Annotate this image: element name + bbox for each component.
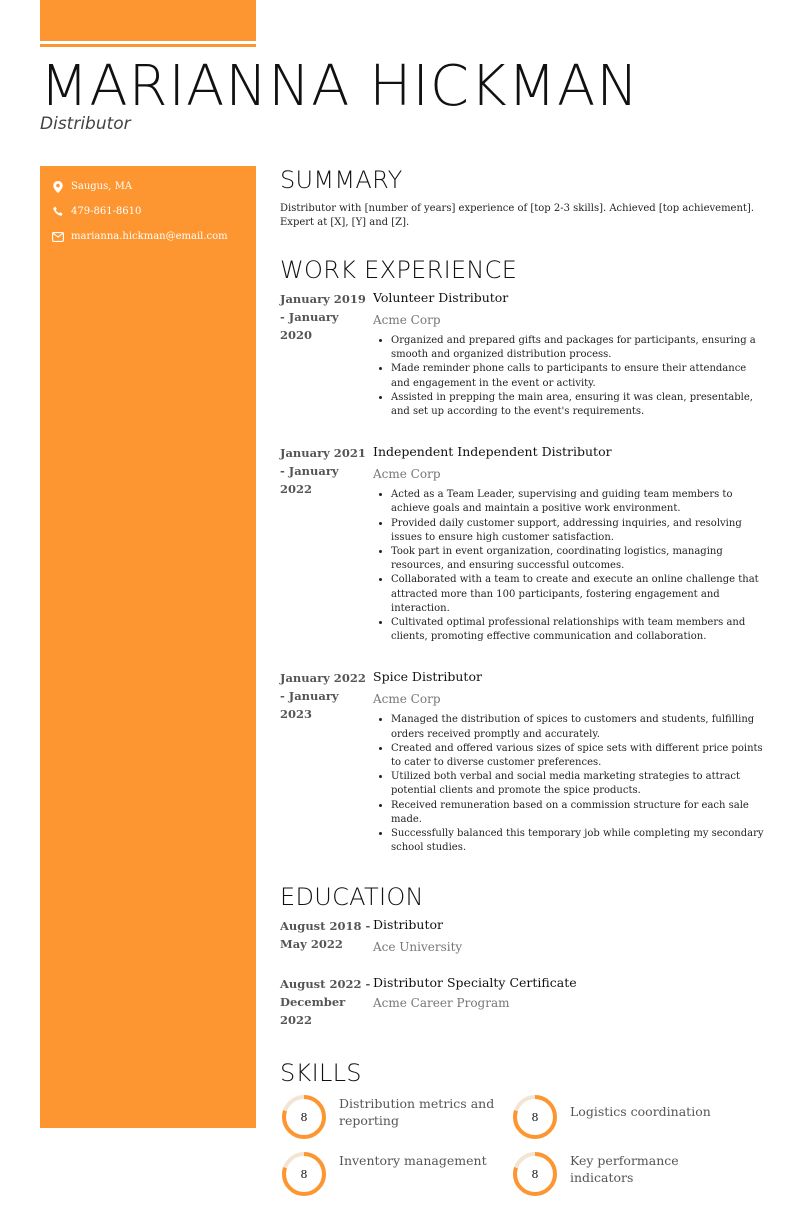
entry-org: Acme Corp — [373, 692, 441, 707]
skill-rating-ring — [511, 1150, 559, 1198]
skills-grid — [280, 1093, 766, 1207]
entry-bullets — [373, 488, 766, 644]
entry-date: January 2021 - January 2022 — [280, 446, 366, 497]
entry-bullets — [373, 713, 766, 855]
skill-score: 8 — [531, 1167, 539, 1181]
summary-heading: SUMMARY — [280, 166, 403, 194]
skill-item — [280, 1150, 511, 1207]
bullet-item: • Utilized both verbal and social media marketing strategies to attract potential clients and promote the spice products. — [391, 770, 766, 798]
experience-heading: WORK EXPERIENCE — [280, 256, 518, 284]
candidate-title: Distributor — [40, 114, 131, 134]
phone-icon — [52, 206, 64, 218]
skill-label: Key performance indicators — [570, 1153, 679, 1186]
skill-rating-ring — [280, 1093, 328, 1141]
email-icon — [52, 231, 64, 243]
contact-location-text: Saugus, MA — [71, 181, 133, 192]
sidebar — [40, 166, 256, 1128]
skills-heading: SKILLS — [280, 1059, 362, 1088]
skill-item — [511, 1150, 742, 1207]
skill-label: Distribution metrics and reporting — [339, 1096, 495, 1129]
bullet-item: • Assisted in prepping the main area, ensuring it was clean, presentable, and set up according to the event's requirements. — [391, 391, 766, 419]
contact-list — [52, 178, 228, 253]
entry-role: Independent Independent Distributor — [373, 444, 612, 460]
skill-score: 8 — [300, 1167, 308, 1181]
entry-degree: Distributor — [373, 917, 444, 933]
bullet-item: • Took part in event organization, coordinating logistics, managing resources, and ensuring successful outcomes. — [391, 545, 766, 573]
skill-rating-ring — [511, 1093, 559, 1141]
education-section — [280, 883, 766, 1029]
experience-entry — [280, 669, 766, 855]
skill-label: Logistics coordination — [570, 1104, 711, 1120]
entry-degree: Distributor Specialty Certificate — [373, 975, 577, 991]
header-accent-line — [40, 44, 256, 47]
summary-section — [280, 166, 766, 230]
bullet-item: • Provided daily customer support, addressing inquiries, and resolving issues to ensure high customer satisfaction. — [391, 517, 766, 545]
entry-date: January 2019 - January 2020 — [280, 292, 366, 342]
entry-bullets — [373, 334, 766, 419]
bullet-item: • Successfully balanced this temporary job while completing my secondary school studies. — [391, 827, 766, 855]
header-accent-bar — [40, 0, 256, 41]
education-heading: EDUCATION — [280, 883, 424, 912]
entry-role: Volunteer Distributor — [373, 290, 509, 305]
skill-score: 8 — [531, 1110, 539, 1124]
contact-email-text[interactable]: marianna.hickman@email.com — [71, 231, 228, 242]
skills-section — [280, 1059, 766, 1207]
contact-phone-text[interactable]: 479-861-8610 — [71, 206, 142, 217]
education-entry — [280, 975, 766, 1029]
experience-entry — [280, 444, 766, 644]
bullet-item: • Cultivated optimal professional relationships with team members and clients, promoting effective communication and collaboration. — [391, 616, 766, 644]
entry-date: January 2022 - January 2023 — [280, 671, 366, 722]
bullet-item: • Organized and prepared gifts and packages for participants, ensuring a smooth and organized distribution process. — [391, 334, 766, 362]
bullet-item: • Collaborated with a team to create and execute an online challenge that attracted more than 100 participants, fostering engagement and interaction. — [391, 573, 766, 616]
experience-section — [280, 256, 766, 855]
skill-rating-ring — [280, 1150, 328, 1198]
summary-text: Distributor with [number of years] experience of [top 2-3 skills]. Achieved [top achievement]. Expert at [X], [Y] and [Z]. — [280, 203, 755, 228]
entry-org: Acme Corp — [373, 467, 441, 482]
entry-date: August 2018 - May 2022 — [280, 919, 371, 952]
entry-school: Ace University — [373, 940, 463, 955]
candidate-name: MARIANNA HICKMAN — [40, 54, 640, 119]
main-content — [280, 166, 766, 1207]
education-entry — [280, 917, 766, 955]
bullet-item: • Created and offered various sizes of spice sets with different price points to cater to diverse customer preferences. — [391, 742, 766, 770]
skill-score: 8 — [300, 1110, 308, 1124]
bullet-item: • Acted as a Team Leader, supervising and guiding team members to achieve goals and maintain a positive work environment. — [391, 488, 766, 516]
bullet-item: • Managed the distribution of spices to customers and students, fulfilling orders received promptly and accurately. — [391, 713, 766, 741]
bullet-item: • Received remuneration based on a commission structure for each sale made. — [391, 799, 766, 827]
location-pin-icon — [52, 181, 64, 193]
skill-label: Inventory management — [339, 1153, 487, 1169]
entry-school: Acme Career Program — [373, 996, 510, 1011]
skill-item — [280, 1093, 511, 1150]
entry-org: Acme Corp — [373, 313, 441, 327]
entry-date: August 2022 - December 2022 — [280, 977, 371, 1028]
contact-phone — [52, 203, 228, 220]
bullet-item: • Made reminder phone calls to participants to ensure their attendance and engagement in the event or activity. — [391, 362, 766, 390]
contact-email — [52, 228, 228, 245]
experience-entry — [280, 290, 766, 419]
skill-item — [511, 1093, 742, 1150]
contact-location — [52, 178, 228, 195]
entry-role: Spice Distributor — [373, 669, 482, 685]
